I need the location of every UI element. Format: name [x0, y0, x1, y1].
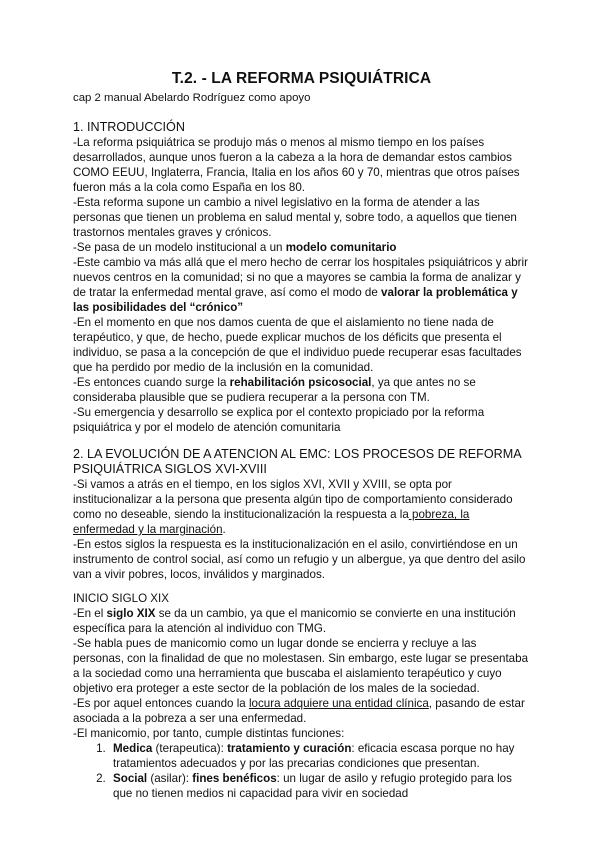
- paragraph: -En estos siglos la respuesta es la institucionalización en el asilo, convirtiéndose en un instrumento de control social, así como un refugio y un albergue, ya que dentro del asilo van a vivir pobres, locos, inválidos y marginados.: [73, 538, 526, 581]
- subheading-siglo-xix: INICIO SIGLO XIX: [73, 592, 169, 605]
- underlined-term: pobreza, la enfermedad y la marginación: [73, 508, 470, 536]
- bold-term: Social: [113, 772, 148, 785]
- paragraph: -Esta reforma supone un cambio a nivel legislativo en la forma de atender a las personas que tienen un problema en salud mental y, sobre todo, a aquellos que tienen trastornos mentales graves y crónicos.: [73, 196, 517, 239]
- paragraph: [73, 696, 530, 726]
- text-run: -Si vamos a atrás en el tiempo, en los siglos XVI, XVII y XVIII, se opta por institucionalizar a la persona que presenta algún tipo de comportamiento considerado como no deseable, siendo la institucionalización la respuesta a la: [73, 478, 513, 521]
- underlined-term: locura adquiere una entidad clínica: [248, 697, 429, 710]
- paragraph: -Se habla pues de manicomio como un lugar donde se encierra y recluye a las personas, con la finalidad de que no molestasen. Sin embargo, este lugar se presentaba a la sociedad como una herramienta que buscaba el aislamiento terapéutico y cuyo objetivo era proteger a este sector de la población de los males de la sociedad.: [73, 637, 529, 695]
- text-run: se da un cambio, ya que el manicomio se convierte en una institución específica para la atención al individuo con TMG.: [73, 607, 516, 635]
- paragraph: [73, 606, 530, 636]
- bold-term: tratamiento y curación: [227, 742, 352, 755]
- text-run: : un lugar de asilo y refugio protegido para los que no tienen medios ni capacidad para vivir en sociedad: [113, 772, 512, 800]
- bold-term: modelo comunitario: [285, 241, 397, 254]
- text-run: : eficacia escasa porque no hay tratamientos adecuados y por las precarias condiciones que presentan.: [113, 742, 515, 770]
- list-item: [109, 741, 530, 771]
- list-item: [109, 771, 530, 801]
- paragraph: [73, 255, 530, 315]
- text-run: -Es entonces cuando surge la: [73, 376, 230, 389]
- paragraph: [73, 240, 530, 255]
- bold-term: rehabilitación psicosocial: [229, 376, 372, 389]
- paragraph: -El manicomio, por tanto, cumple distintas funciones:: [73, 727, 345, 740]
- paragraph: -La reforma psiquiátrica se produjo más o menos al mismo tiempo en los países desarrollados, aunque unos fueron a la cabeza a la hora de demandar estos cambios COMO EEUU, Inglaterra, Francia, Italia en los años 60 y 70, mientras que otros países fueron más a la cola como España en los 80.: [73, 136, 520, 194]
- spacer: [73, 582, 530, 591]
- text-run: -Este cambio va más allá que el mero hecho de cerrar los hospitales psiquiátricos y abrir nuevos centros en la comunidad; si no que a mayores se cambia la forma de analizar y de tratar la enfermedad mental grave, así como el modo de: [73, 256, 528, 299]
- text-run: , pasando de estar asociada a la pobreza a ser una enfermedad.: [73, 697, 525, 725]
- document-subtitle: cap 2 manual Abelardo Rodríguez como apoyo: [73, 92, 311, 104]
- text-run: -Es por aquel entonces cuando la: [73, 697, 249, 710]
- text-run: (terapeutica):: [152, 742, 228, 755]
- bold-term: fines benéficos: [192, 772, 277, 785]
- text-run: .: [222, 523, 226, 536]
- bold-term: siglo XIX: [106, 607, 156, 620]
- functions-list: [73, 741, 530, 801]
- section-heading-evolucion: 2. LA EVOLUCIÓN DE A ATENCION AL EMC: LOS PROCESOS DE REFORMA PSIQUIÁTRICA SIGLOS XVI-XVIII: [73, 447, 521, 476]
- paragraph: [73, 477, 530, 537]
- text-run: , ya que antes no se consideraba plausible que se pudiera recuperar a la persona con TM.: [73, 376, 476, 404]
- paragraph: [73, 375, 530, 405]
- spacer: [73, 435, 530, 447]
- text-run: -Se pasa de un modelo institucional a un: [73, 241, 286, 254]
- bold-term: valorar la problemática y las posibilidades del “crónico”: [73, 286, 518, 314]
- section-heading-introduccion: 1. INTRODUCCIÓN: [73, 120, 185, 134]
- bold-term: Medica: [113, 742, 153, 755]
- paragraph: -En el momento en que nos damos cuenta de que el aislamiento no tiene nada de terapéutico, y que, de hecho, puede explicar muchos de los déficits que presenta el individuo, se pasa a la concepción de que el individuo puede recuperar esas facultades que ha perdido por medio de la inclusión en la comunidad.: [73, 316, 522, 374]
- text-run: -En el: [73, 607, 107, 620]
- text-run: (asilar):: [147, 772, 193, 785]
- paragraph: -Su emergencia y desarrollo se explica por el contexto propiciado por la reforma psiquiátrica y por el modelo de atención comunitaria: [73, 406, 485, 434]
- document-title: T.2. - LA REFORMA PSIQUIÁTRICA: [171, 70, 432, 87]
